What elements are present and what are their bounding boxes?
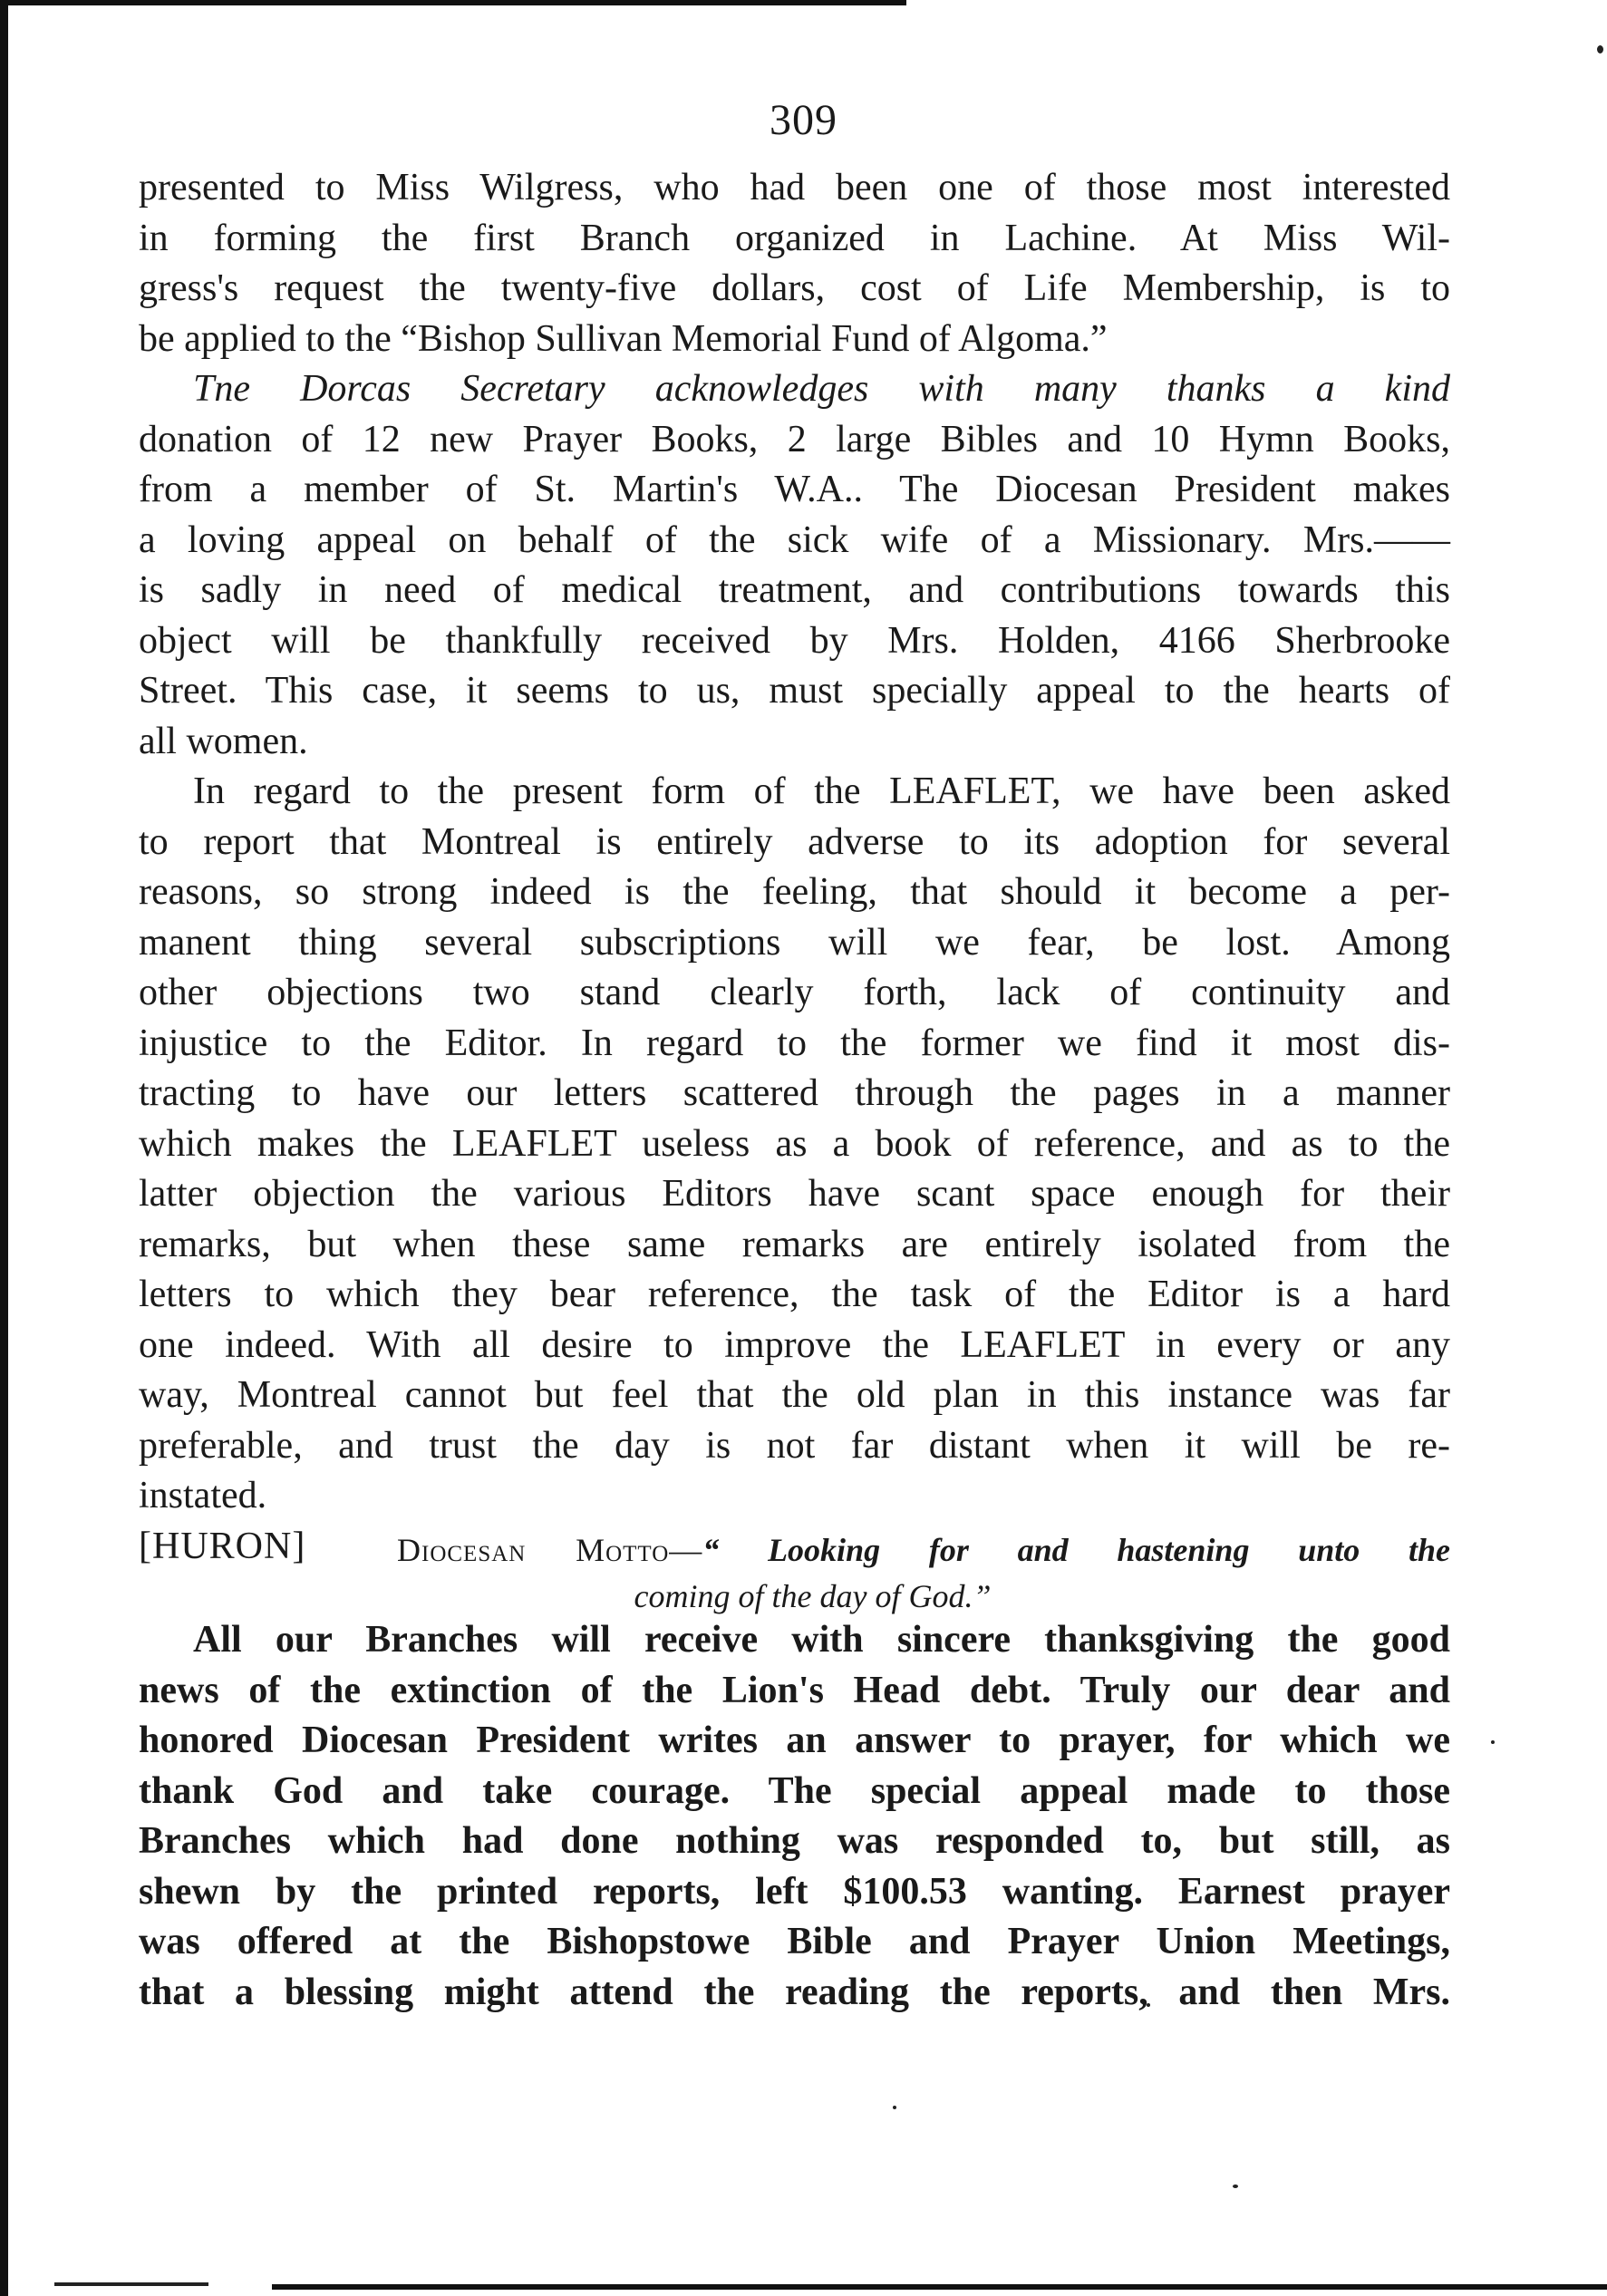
text-line: presented to Miss Wilgress, who had been one of those most interested [139,167,1450,208]
text-line: in forming the first Branch organized in Lachine. At Miss Wil- [139,217,1450,259]
text-line: news of the extinction of the Lion's Head debt. Truly our dear and [139,1669,1450,1711]
text-line: to report that Montreal is entirely adverse to its adoption for several [139,820,1450,863]
text-line: reasons, so strong indeed is the feeling, that should it become a per- [139,871,1450,913]
text-line: Branches which had done nothing was responded to, but still, as [139,1820,1450,1862]
text-line: injustice to the Editor. In regard to the former we find it most dis- [139,1022,1450,1064]
paragraph-lachine [139,163,1450,364]
paragraph-leaflet [139,767,1450,1522]
text-line: was offered at the Bishopstowe Bible and Prayer Union Meetings, [139,1921,1450,1962]
text-line: way, Montreal cannot but feel that the old plan in this instance was far [139,1374,1450,1416]
section-heading-huron [139,1522,1450,1573]
text-line: all women. [139,720,308,762]
scan-border-bottom [272,2284,1607,2290]
text-line: latter objection the various Editors have scant space enough for their [139,1173,1450,1215]
scan-border-bottom-left [54,2282,208,2286]
text-line: which makes the LEAFLET useless as a book of reference, and as to the [139,1122,1450,1165]
paragraph-dorcas [139,364,1450,767]
text-line: Tne Dorcas Secretary acknowledges with many thanks a kind [193,368,1450,410]
text-line: manent thing several subscriptions will we fear, be lost. Among [139,921,1450,964]
text-line: one indeed. With all desire to improve the LEAFLET in every or any [139,1323,1450,1366]
text-line: instated. [139,1475,267,1516]
text-line: a loving appeal on behalf of the sick wife of a Missionary. Mrs.—— [139,518,1450,561]
text-line: that a blessing might attend the reading the reports, and then Mrs. [139,1971,1450,2013]
text-line: from a member of St. Martin's W.A.. The Diocesan President makes [139,469,1450,510]
motto-continuation: coming of the day of God.” [634,1578,992,1614]
page-number: 309 [770,96,837,144]
diocese-label: [HURON] [139,1525,306,1567]
text-line: is sadly in need of medical treatment, and contributions towards this [139,569,1450,611]
paragraph-huron [139,1615,1450,2018]
scan-border-top [0,0,906,5]
text-line: thank God and take courage. The special appeal made to those [139,1769,1450,1812]
text-line: honored Diocesan President writes an answer to prayer, for which we [139,1720,1450,1761]
text-line: In regard to the present form of the LEAFLET, we have been asked [193,770,1450,812]
scan-border-left [0,0,8,2296]
scan-speck [1491,1740,1495,1744]
text-line: shewn by the printed reports, left $100.53 wanting. Earnest prayer [139,1870,1450,1913]
motto-label: Diocesan Motto— [397,1531,703,1568]
text-line: letters to which they bear reference, the task of the Editor is a hard [139,1274,1450,1315]
motto-text: “ Looking for and hastening unto the [702,1531,1451,1568]
page-body [139,163,1450,2018]
scan-speck [893,2106,896,2109]
text-line: preferable, and trust the day is not far distant when it will be re- [139,1424,1450,1467]
scan-speck [1233,2185,1238,2188]
text-line: donation of 12 new Prayer Books, 2 large Bibles and 10 Hymn Books, [139,418,1450,460]
text-line: Street. This case, it seems to us, must specially appeal to the hearts of [139,670,1450,712]
text-line: gress's request the twenty-five dollars, cost of Life Membership, is to [139,267,1450,309]
diocesan-motto [397,1526,1450,1576]
text-line: remarks, but when these same remarks are entirely isolated from the [139,1223,1450,1265]
scan-speck [1597,45,1603,53]
text-line: tracting to have our letters scattered through the pages in a manner [139,1072,1450,1114]
text-line: be applied to the “Bishop Sullivan Memorial Fund of Algoma.” [139,317,1108,360]
text-line: object will be thankfully received by Mrs. Holden, 4166 Sherbrooke [139,619,1450,662]
text-line: All our Branches will receive with sincere thanksgiving the good [193,1619,1450,1661]
text-line: other objections two stand clearly forth, lack of continuity and [139,972,1450,1013]
